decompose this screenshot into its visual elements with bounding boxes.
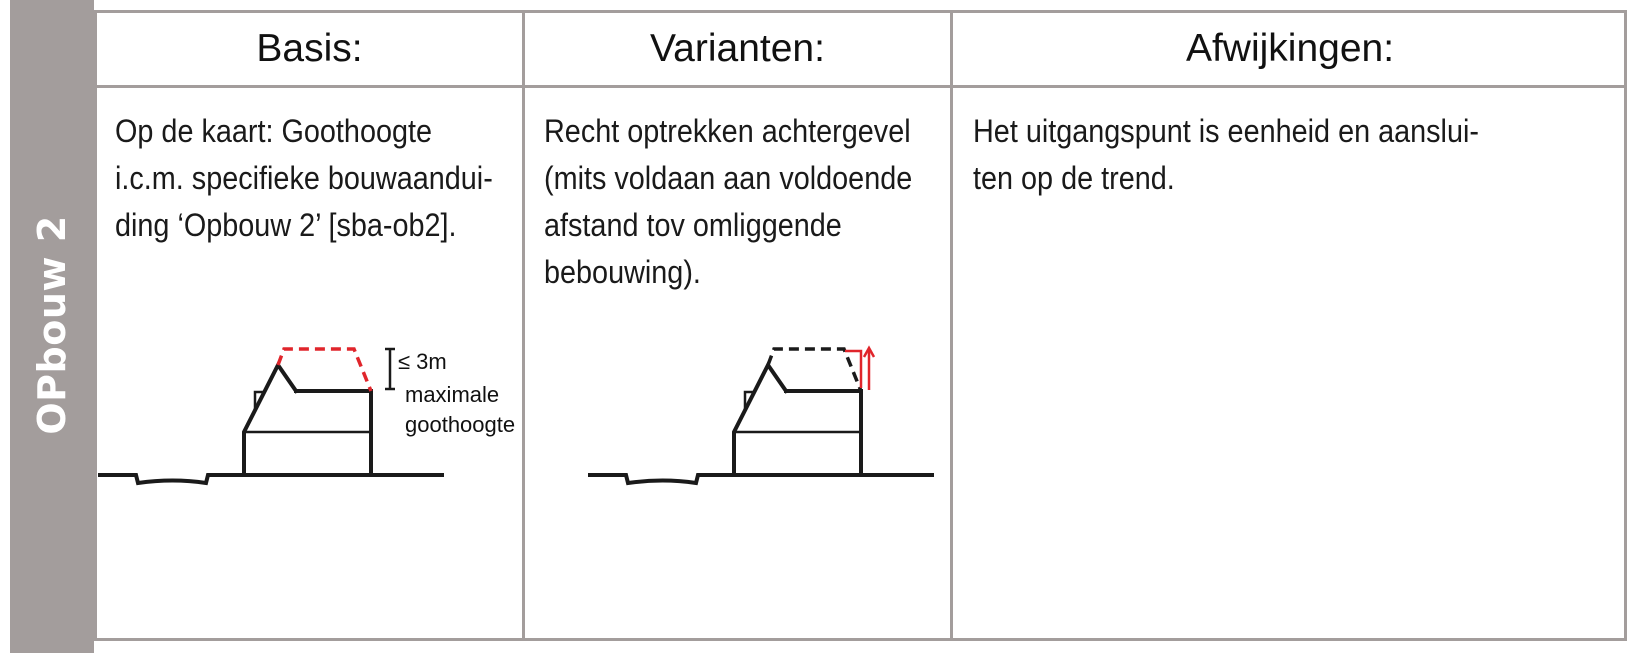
column-divider-2	[950, 13, 953, 638]
rules-table	[94, 10, 1627, 641]
header-divider	[97, 85, 1624, 88]
house-front-roof	[734, 365, 786, 475]
straight-wall-line	[845, 351, 861, 388]
basis-line: ding ‘Opbouw 2’ [sba-ob2].	[115, 207, 457, 243]
column-divider-1	[522, 13, 525, 638]
varianten-text	[544, 108, 912, 296]
varianten-house-diagram	[588, 340, 948, 500]
basis-line: i.c.m. specifieke bouwaandui-	[115, 160, 493, 196]
varianten-line: (mits voldaan aan voldoende	[544, 160, 913, 196]
header-varianten: Varianten:	[650, 27, 825, 70]
afwijkingen-line: Het uitgangspunt is eenheid en aanslui-	[973, 113, 1479, 149]
dimension-label-2: goothoogte	[405, 412, 516, 437]
varianten-line: Recht optrekken achtergevel	[544, 113, 911, 149]
varianten-line: bebouwing).	[544, 254, 701, 290]
afwijkingen-text	[973, 108, 1479, 202]
header-basis: Basis:	[256, 27, 363, 70]
header-afwijkingen: Afwijkingen:	[1185, 27, 1395, 70]
dimension-label-1: maximale	[405, 382, 500, 407]
ground-line	[590, 475, 932, 483]
house-front-roof	[244, 365, 296, 475]
basis-house-diagram	[98, 340, 518, 500]
basis-text	[115, 108, 493, 249]
basis-line: Op de kaart: Goothoogte	[115, 113, 433, 149]
dimension-text: ≤ 3m	[398, 349, 447, 374]
afwijkingen-line: ten op de trend.	[973, 160, 1175, 196]
ground-line	[100, 475, 442, 483]
side-label: OPbouw 2	[30, 215, 74, 435]
varianten-line: afstand tov omliggende	[544, 207, 842, 243]
